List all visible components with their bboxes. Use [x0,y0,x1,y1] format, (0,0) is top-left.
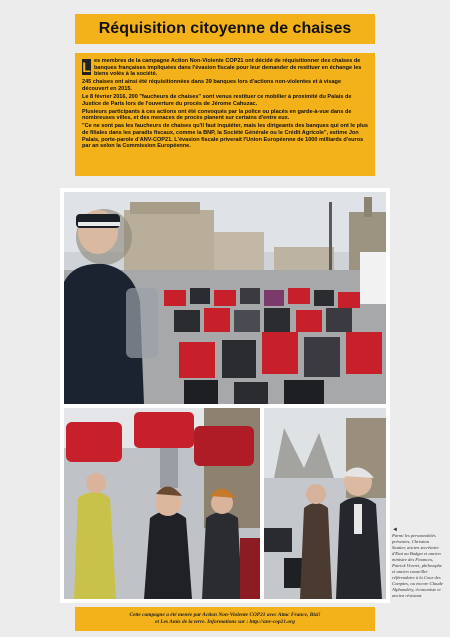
main-photo-chairs-police [64,192,386,404]
footer-line-2: et Les Amis de la terre. Informations sur : http://anv-cop21.org [155,619,295,625]
photo-personalities [264,408,386,599]
intro-paragraph-5: "Ce ne sont pas les faucheurs de chaises qu'il faut inquiéter, mais les dirigeants des banques qui ont le plus de filiales dans les paradis fiscaux, comme la BNP, la Société Générale ou le Crédit Agricole", estime Jon Palais, porte-parole d'ANV-COP21. L'évasion fiscale priverait l'Union Européenne de 1000 milliards d'euros par an selon la Commission Européenne. [82,123,368,150]
drop-cap: L [82,59,91,75]
page-title: Réquisition citoyenne de chaises [98,20,352,37]
caption-arrow-icon: ◄ [392,527,398,533]
title-banner [75,14,375,44]
intro-paragraph-4: Plusieurs participants à ces actions ont été convoqués par la police ou placés en garde-à-vue dans de nombreuses villes, et des menaces de procès planent sur certains d'entre eux. [82,108,352,122]
photo-collage [60,188,390,603]
photo-caption [392,527,444,599]
footer-banner [75,607,375,631]
caption-text: Parmi les personnalités présentes, Christian Sautter, ancien secrétaire d'Etat au Budget et ancien ministre des Finances, Patrick Viveret, philosophe et ancien conseiller référendaire à la Cour des Comptes, ou encore Claude Alphandéry, économiste et ancien résistant. [392,533,443,598]
intro-paragraph-2: 245 chaises ont ainsi été réquisitionnées dans 39 banques lors d'actions non-violentes et à visage découvert en 2015. [82,79,342,92]
photo-carrying-chairs [64,408,260,599]
footer-line-1: Cette campagne a été menée par Action Non-Violente COP21 avec Attac France, Bizi! [129,611,321,618]
intro-paragraph-1: L es membres de la campagne Action Non-Violente COP21 ont décidé de réquisitionner des chaises de banques françaises impliquées dans l'évasion fiscale pour leur demander de restituer en échange les biens volés à la société. [82,58,362,78]
intro-text-box [75,53,375,176]
intro-paragraph-3: Le 8 février 2016, 200 "faucheurs de chaises" sont venus restituer ce mobilier à proximité du Palais de Justice de Paris lors de l'ouverture du procès de Jérome Cahuzac. [82,93,352,107]
